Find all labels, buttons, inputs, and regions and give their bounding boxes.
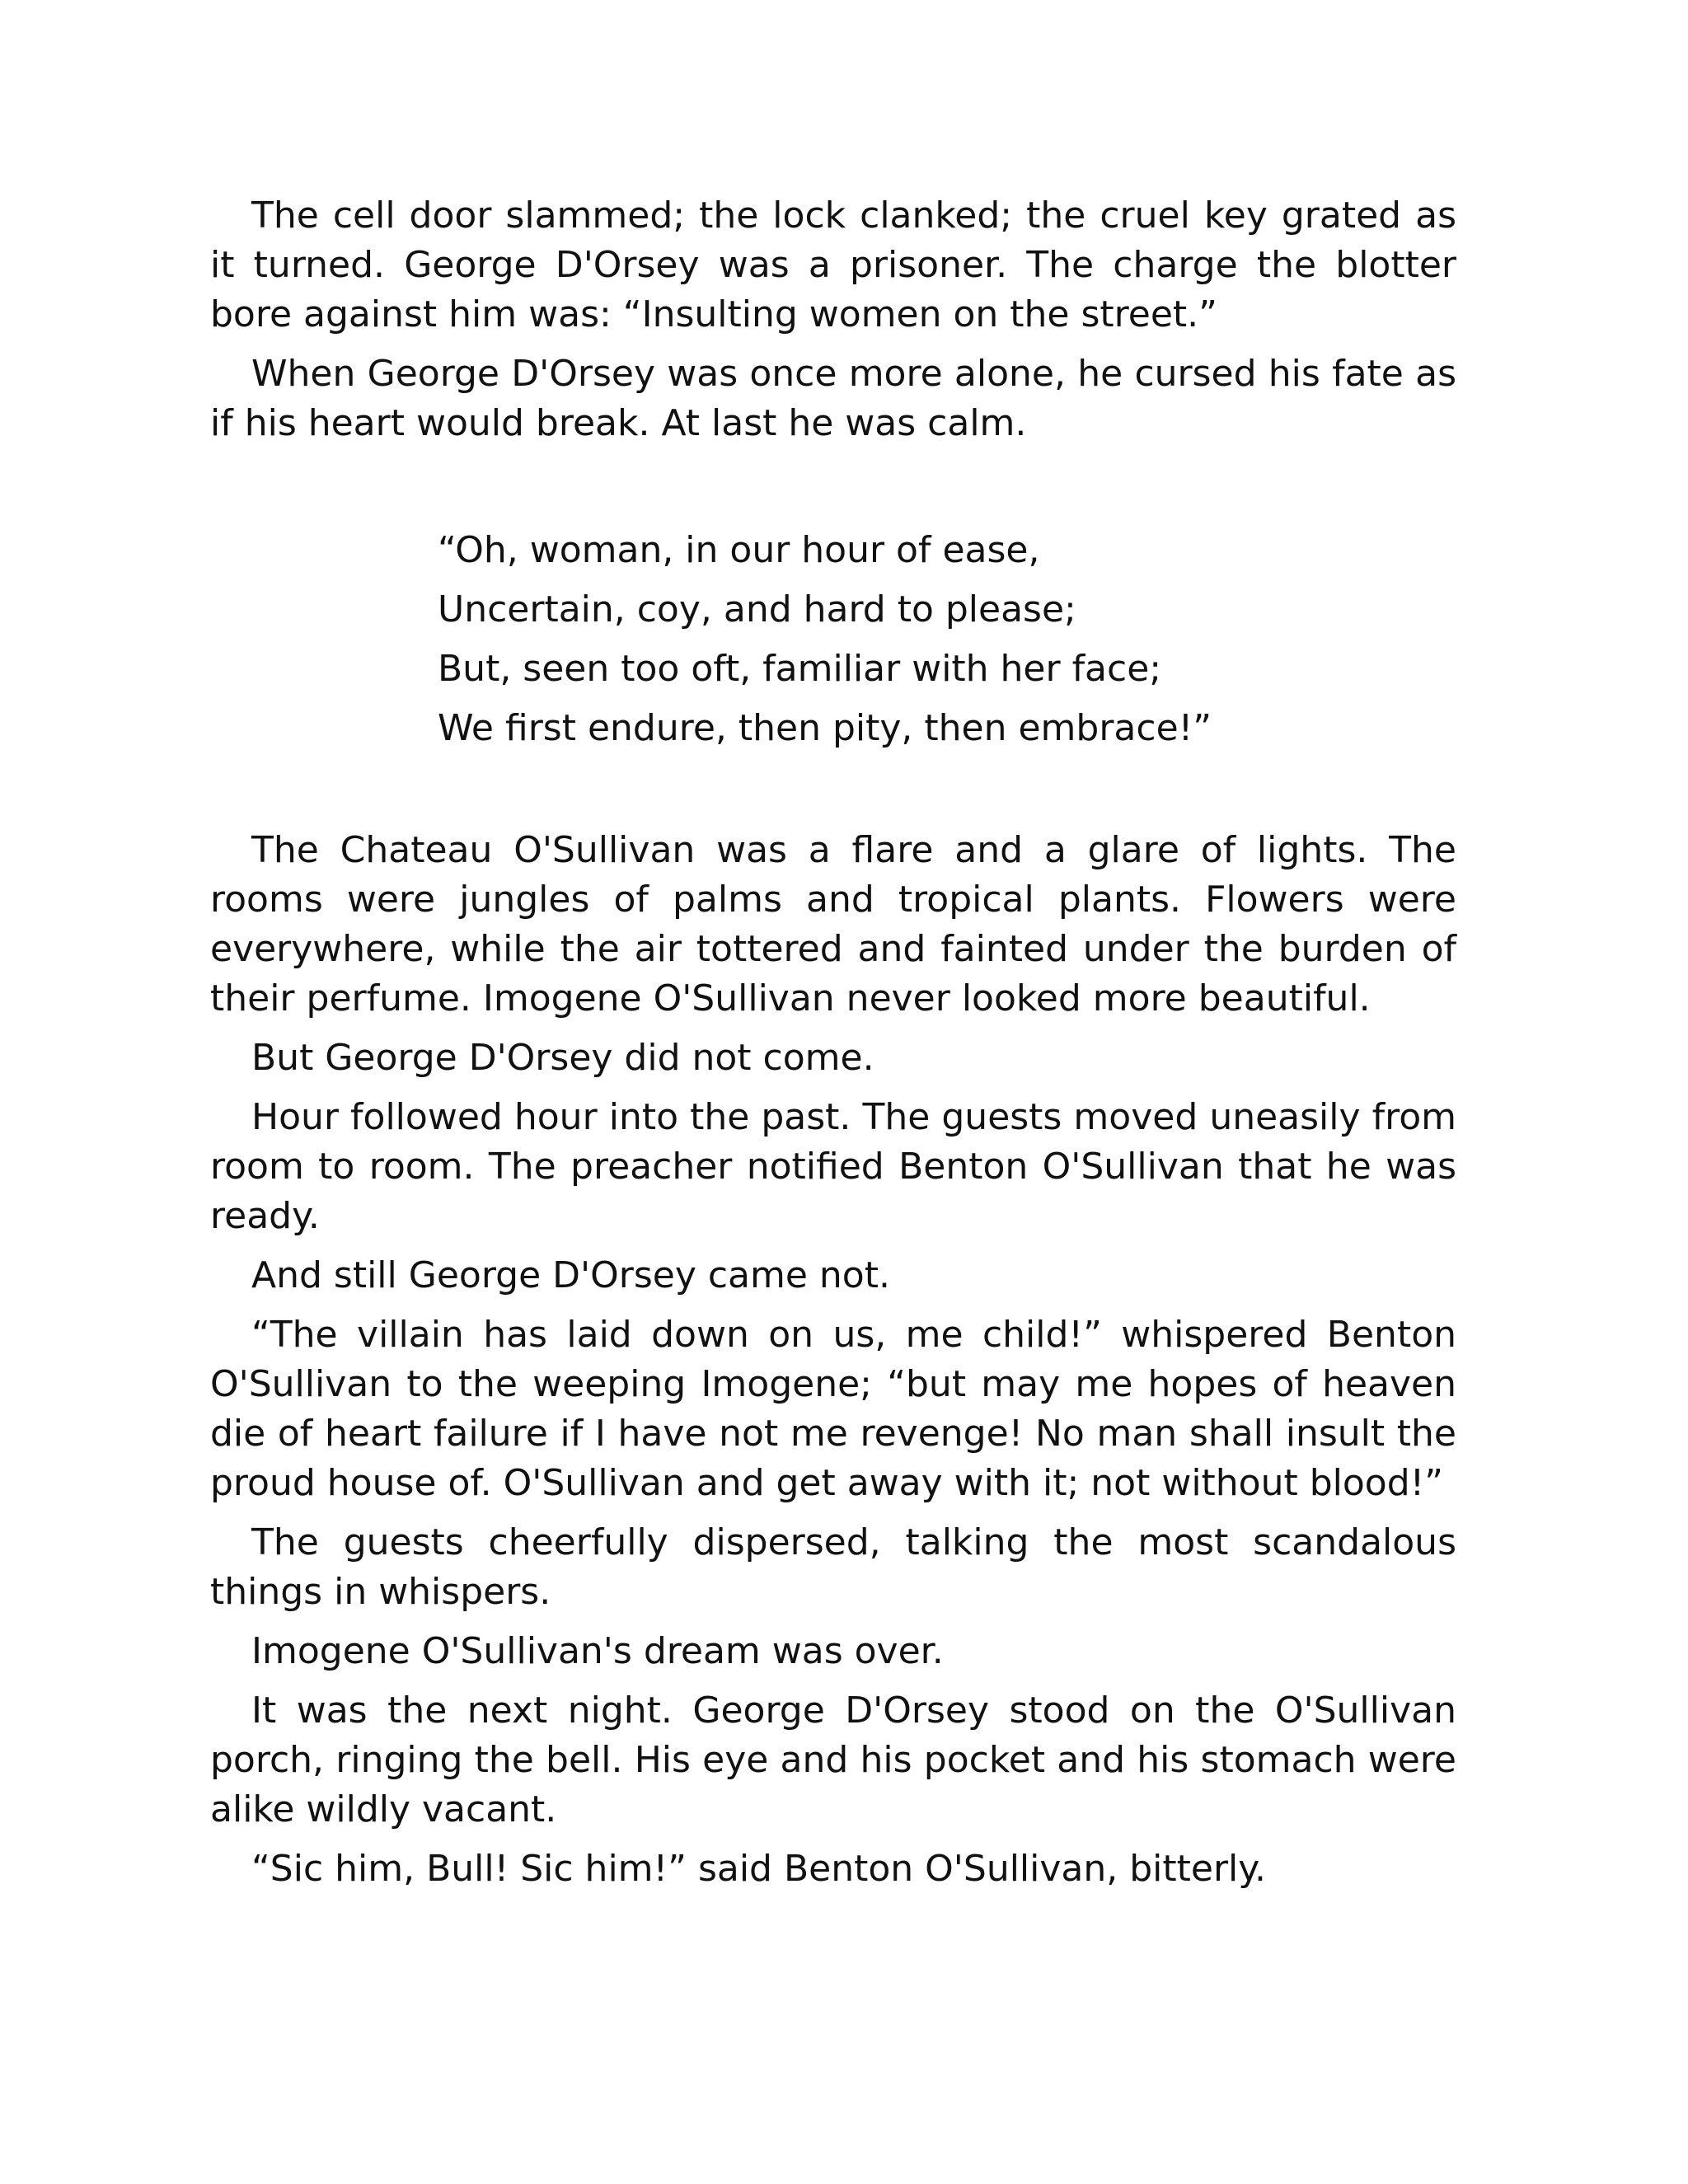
verse-block bbox=[438, 521, 1456, 758]
verse-line: “Oh, woman, in our hour of ease, bbox=[438, 529, 1040, 571]
verse-line: Uncertain, coy, and hard to please; bbox=[438, 588, 1076, 630]
paragraph: “Sic him, Bull! Sic him!” said Benton O'Sullivan, bitterly. bbox=[251, 1848, 1267, 1890]
document-page bbox=[210, 191, 1456, 1904]
paragraph: The cell door slammed; the lock clanked; the cruel key grated as it turned. George D'Orsey was a prisoner. The charge the blotter bore against him was: “Insulting women on the street.” bbox=[210, 194, 1456, 335]
paragraph: Hour followed hour into the past. The guests moved uneasily from room to room. The preacher notified Benton O'Sullivan that he was ready. bbox=[210, 1096, 1456, 1237]
paragraph: When George D'Orsey was once more alone, he cursed his fate as if his heart would break. At last he was calm. bbox=[210, 353, 1456, 444]
paragraph: And still George D'Orsey came not. bbox=[251, 1254, 890, 1296]
verse-line: We first endure, then pity, then embrace!” bbox=[438, 707, 1212, 749]
paragraph: The guests cheerfully dispersed, talking the most scandalous things in whispers. bbox=[210, 1521, 1456, 1613]
paragraph: “The villain has laid down on us, me child!” whispered Benton O'Sullivan to the weeping Imogene; “but may me hopes of heaven die of heart failure if I have not me revenge! No man shall insult the proud house of. O'Sullivan and get away with it; not without blood!” bbox=[210, 1314, 1456, 1504]
paragraph: The Chateau O'Sullivan was a flare and a glare of lights. The rooms were jungles of palms and tropical plants. Flowers were everywhere, while the air tottered and fainted under the burden of their perfume. Imogene O'Sullivan never looked more beautiful. bbox=[210, 829, 1456, 1019]
verse-line: But, seen too oft, familiar with her face; bbox=[438, 648, 1162, 690]
paragraph: But George D'Orsey did not come. bbox=[251, 1037, 874, 1079]
paragraph: It was the next night. George D'Orsey stood on the O'Sullivan porch, ringing the bell. His eye and his pocket and his stomach were alike wildly vacant. bbox=[210, 1690, 1456, 1830]
paragraph: Imogene O'Sullivan's dream was over. bbox=[251, 1630, 944, 1672]
